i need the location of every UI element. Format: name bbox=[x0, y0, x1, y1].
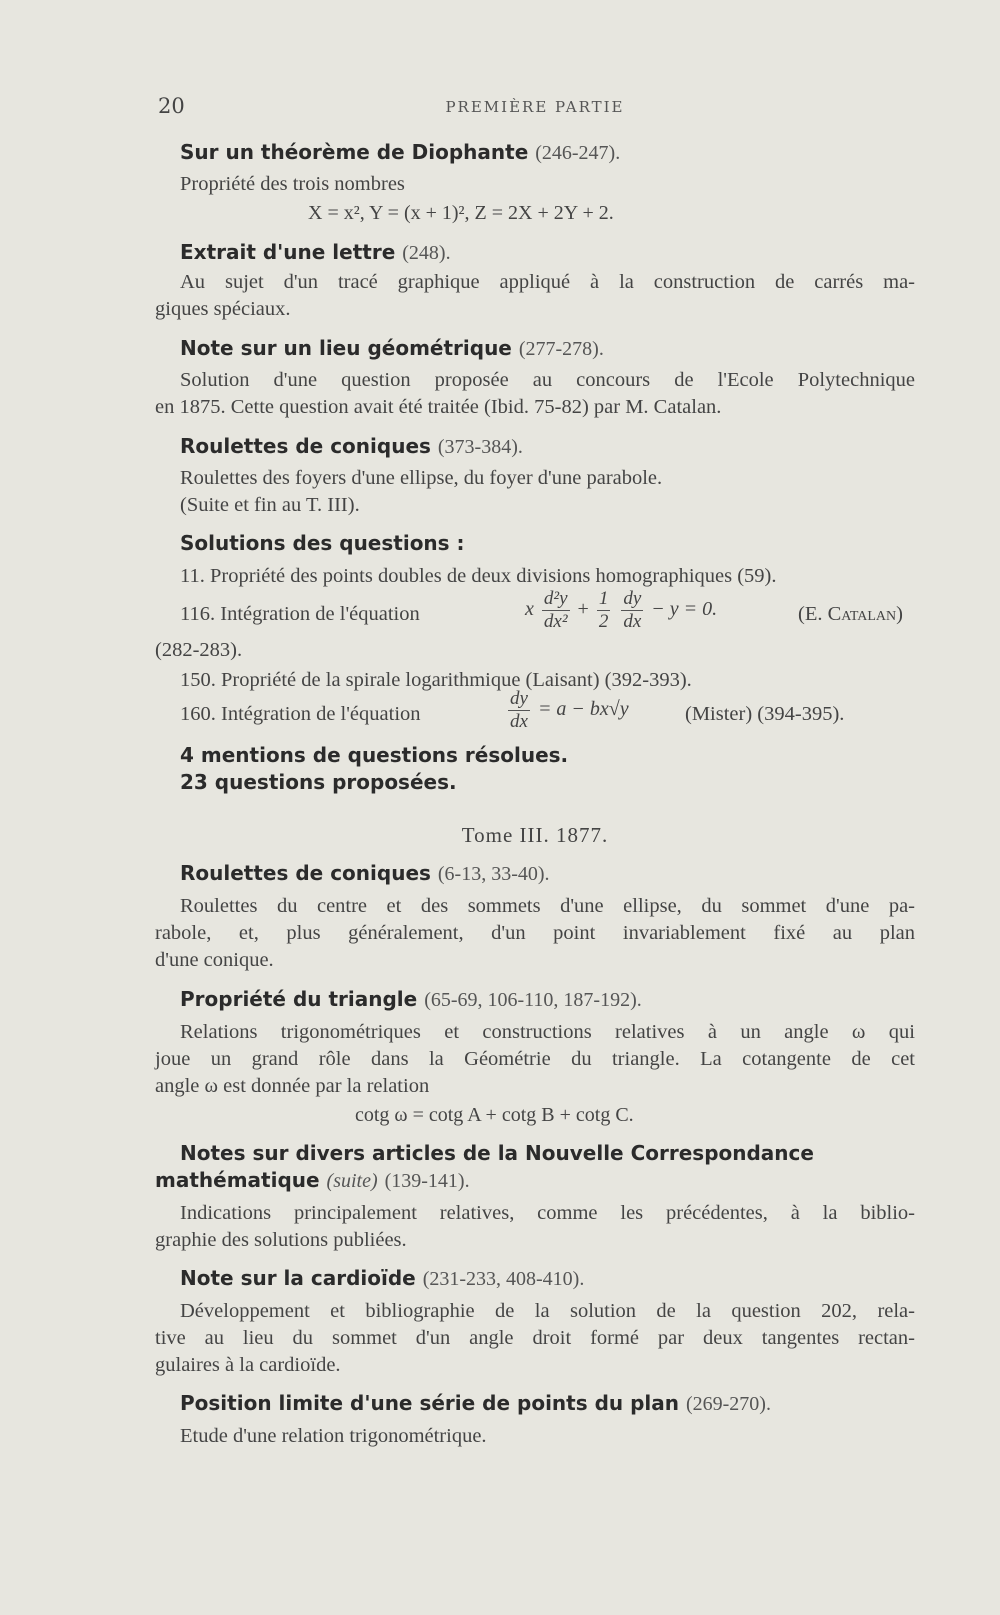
entry-pages: (231-233, 408-410). bbox=[422, 1268, 585, 1290]
entry-title-text: Solutions des questions : bbox=[180, 531, 465, 555]
question-116-label: 116. Intégration de l'équation bbox=[180, 603, 420, 625]
text-line: (Suite et fin au T. III). bbox=[180, 494, 360, 516]
text-line: gulaires à la cardioïde. bbox=[155, 1354, 341, 1376]
tome-heading: Tome III. 1877. bbox=[461, 823, 609, 847]
entry-pages: (246-247). bbox=[535, 142, 621, 164]
entry-title-text: Extrait d'une lettre bbox=[180, 240, 396, 264]
entry-title-triangle bbox=[180, 987, 642, 1012]
math-term: x bbox=[525, 598, 534, 621]
author-catalan: (E. Catalan) bbox=[798, 603, 903, 625]
formula-q116 bbox=[525, 588, 717, 633]
entry-title-solutions bbox=[180, 531, 465, 555]
entry-pages: (248). bbox=[402, 242, 451, 264]
entry-suite: (suite) bbox=[326, 1170, 378, 1192]
question-160-label: 160. Intégration de l'équation bbox=[180, 703, 421, 725]
text-line: Etude d'une relation trigonométrique. bbox=[180, 1425, 487, 1447]
text-line: Relations trigonométriques et constructions relatives à un angle ω qui bbox=[180, 1021, 915, 1043]
entry-title-text: Note sur un lieu géométrique bbox=[180, 336, 512, 360]
entry-title-notes-cont bbox=[155, 1168, 470, 1193]
numerator: d²y bbox=[543, 588, 568, 609]
entry-title-text: Propriété du triangle bbox=[180, 987, 418, 1011]
text-line: Propriété des trois nombres bbox=[180, 173, 405, 195]
text-line: d'une conique. bbox=[155, 949, 274, 971]
denominator: dx bbox=[510, 711, 528, 732]
entry-title-text: mathématique bbox=[155, 1168, 320, 1192]
text-line: Développement et bibliographie de la solution de la question 202, rela- bbox=[180, 1300, 915, 1322]
proposees-line: 23 questions proposées. bbox=[180, 770, 457, 794]
entry-title-extrait bbox=[180, 240, 451, 265]
entry-pages: (277-278). bbox=[518, 338, 604, 360]
entry-title-text: Roulettes de coniques bbox=[180, 434, 431, 458]
page-number: 20 bbox=[158, 94, 185, 118]
entry-title-text: Note sur la cardioïde bbox=[180, 1266, 416, 1290]
entry-pages: (269-270). bbox=[685, 1393, 771, 1415]
entry-title-text: Roulettes de coniques bbox=[180, 861, 431, 885]
author-mister: (Mister) (394-395). bbox=[685, 703, 845, 725]
entry-title-position bbox=[180, 1391, 771, 1416]
text-line: angle ω est donnée par la relation bbox=[155, 1075, 430, 1097]
mentions-line: 4 mentions de questions résolues. bbox=[180, 743, 569, 767]
text-line: giques spéciaux. bbox=[155, 298, 291, 320]
denominator: dx bbox=[623, 611, 642, 632]
denominator: 2 bbox=[598, 611, 609, 632]
question-11: 11. Propriété des points doubles de deux divisions homographiques (59). bbox=[180, 565, 777, 587]
text-line: rabole, et, plus généralement, d'un point invariablement fixé au plan bbox=[155, 922, 915, 944]
entry-title-diophante bbox=[180, 140, 620, 165]
text-line: graphie des solutions publiées. bbox=[155, 1229, 407, 1251]
entry-title-roulettes-2 bbox=[180, 861, 550, 886]
text-line: Solution d'une question proposée au concours de l'Ecole Polytechnique bbox=[180, 369, 915, 391]
entry-title-text: Sur un théorème de Diophante bbox=[180, 140, 529, 164]
text-line: Roulettes des foyers d'une ellipse, du foyer d'une parabole. bbox=[180, 467, 663, 489]
entry-title-lieu bbox=[180, 336, 604, 361]
fraction bbox=[542, 588, 570, 633]
text-line: Au sujet d'un tracé graphique appliqué à la construction de carrés ma- bbox=[180, 271, 915, 293]
math-term: − y = 0. bbox=[651, 598, 718, 621]
text-line: Indications principalement relatives, comme les précédentes, à la biblio- bbox=[180, 1202, 915, 1224]
text-line: (282-283). bbox=[155, 639, 243, 661]
running-head: PREMIÈRE PARTIE bbox=[445, 98, 625, 116]
denominator: dx² bbox=[543, 611, 568, 632]
entry-title-text: Notes sur divers articles de la Nouvelle Correspondance bbox=[180, 1141, 814, 1165]
math-term: = a − bx√y bbox=[537, 698, 629, 721]
formula-q160 bbox=[505, 688, 629, 733]
entry-pages: (373-384). bbox=[437, 436, 523, 458]
entry-title-notes bbox=[180, 1141, 814, 1165]
numerator: dy bbox=[623, 588, 642, 609]
formula-diophante: X = x², Y = (x + 1)², Z = 2X + 2Y + 2. bbox=[308, 202, 614, 224]
fraction bbox=[621, 588, 643, 633]
entry-pages: (65-69, 106-110, 187-192). bbox=[424, 989, 642, 1011]
entry-pages: (6-13, 33-40). bbox=[437, 863, 550, 885]
formula-cotg: cotg ω = cotg A + cotg B + cotg C. bbox=[355, 1104, 634, 1126]
entry-pages: (139-141). bbox=[384, 1170, 470, 1192]
numerator: 1 bbox=[598, 588, 609, 609]
text-line: joue un grand rôle dans la Géométrie du triangle. La cotangente de cet bbox=[155, 1048, 915, 1070]
fraction bbox=[508, 688, 530, 733]
math-operator: + bbox=[577, 598, 589, 621]
text-line: tive au lieu du sommet d'un angle droit formé par deux tangentes rectan- bbox=[155, 1327, 915, 1349]
question-150: 150. Propriété de la spirale logarithmique (Laisant) (392-393). bbox=[180, 669, 692, 691]
page-header bbox=[155, 94, 915, 124]
text-line: Roulettes du centre et des sommets d'une ellipse, du sommet d'une pa- bbox=[180, 895, 915, 917]
fraction bbox=[597, 588, 611, 633]
text-line: en 1875. Cette question avait été traitée (Ibid. 75-82) par M. Catalan. bbox=[155, 396, 722, 418]
entry-title-roulettes bbox=[180, 434, 523, 459]
entry-title-text: Position limite d'une série de points du plan bbox=[180, 1391, 680, 1415]
entry-title-cardioide bbox=[180, 1266, 584, 1291]
numerator: dy bbox=[510, 688, 528, 709]
